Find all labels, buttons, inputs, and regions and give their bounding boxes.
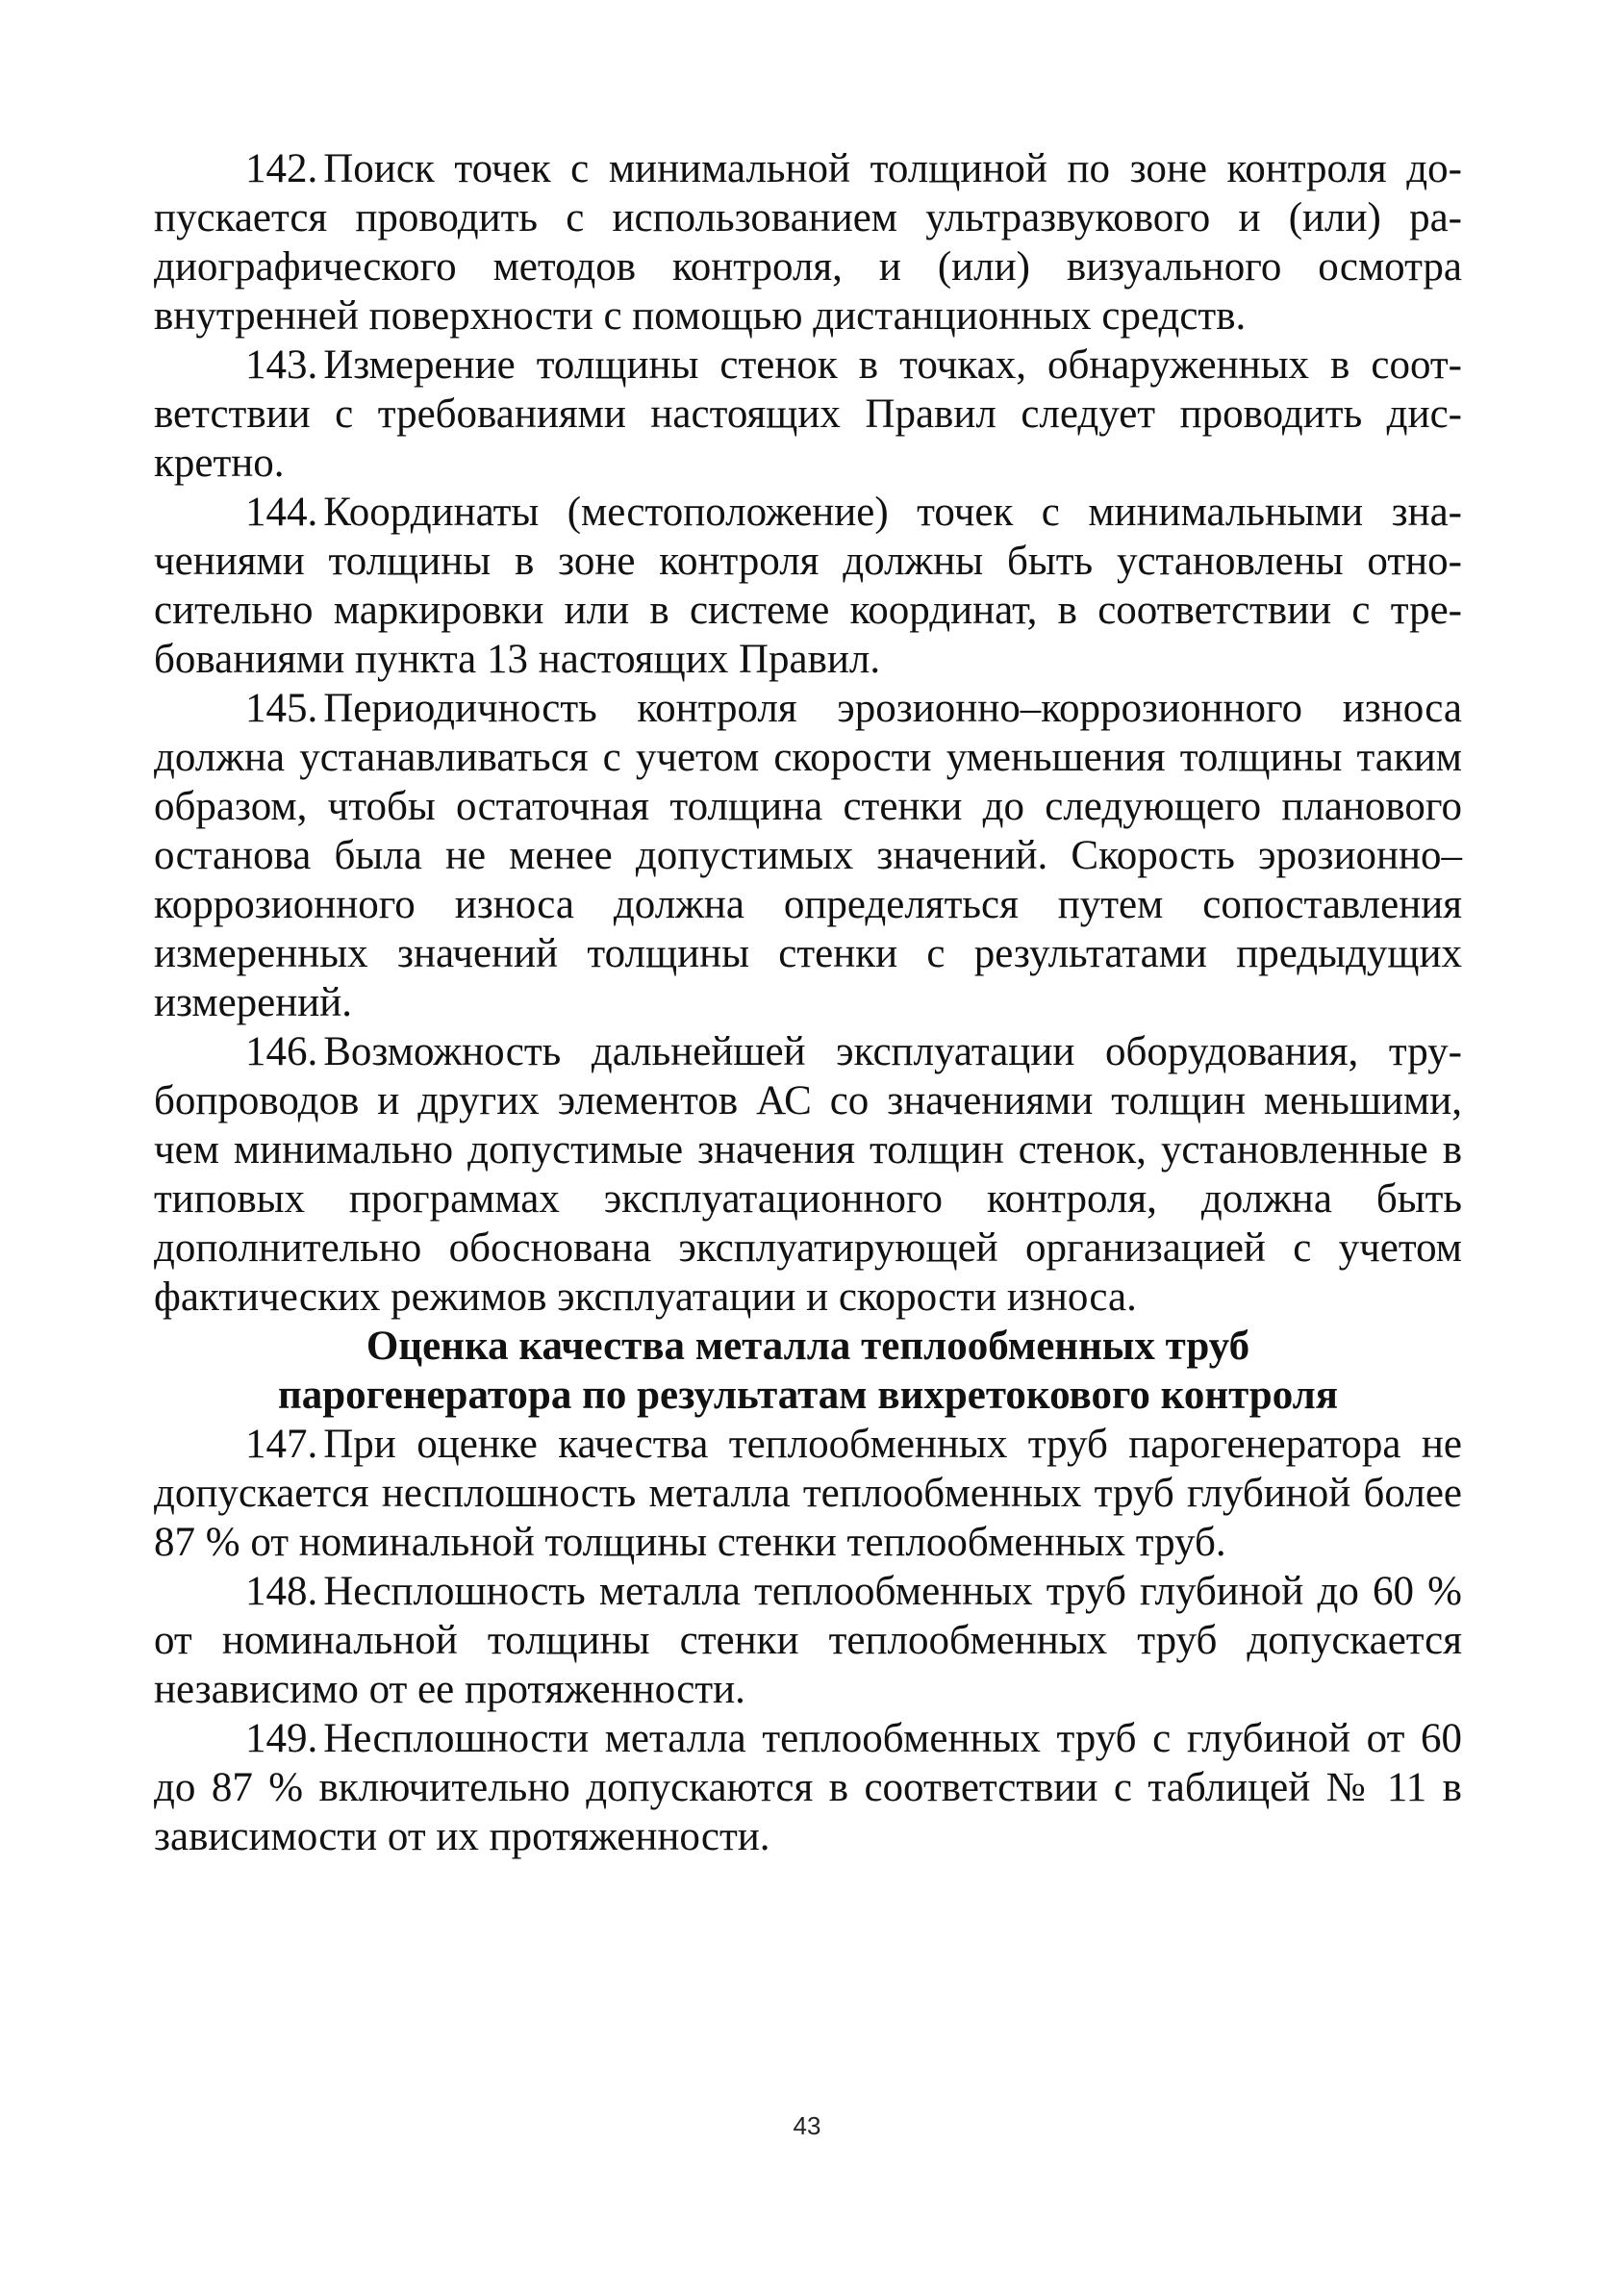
paragraph-number: 149. bbox=[245, 1716, 318, 1761]
paragraph-number: 147. bbox=[245, 1422, 318, 1467]
paragraph-text: При оценке качества теплообменных труб парогенератора не допускается несплошность металла теплообменных труб глубиной более 87 % от номинальной толщины стенки теплообменных труб. bbox=[154, 1422, 1462, 1565]
paragraph-145 bbox=[154, 684, 1462, 1027]
paragraph-number: 146. bbox=[245, 1029, 318, 1074]
paragraph-147 bbox=[154, 1420, 1462, 1567]
paragraph-text: Несплошности металла теплообменных труб с глубиной от 60 до 87 % включительно допускаются в соответствии с таблицей № 11 в зависимости от их протяженности. bbox=[154, 1716, 1462, 1859]
section-heading-line-1: Оценка качества металла теплообменных труб bbox=[366, 1324, 1250, 1369]
paragraph-149 bbox=[154, 1714, 1462, 1861]
document-body bbox=[154, 144, 1462, 1861]
paragraph-text: Измерение толщины стенок в точках, обнаруженных в соответствии с требованиями настоящих Правил следует проводить дискретно. bbox=[154, 342, 1462, 486]
paragraph-number: 144. bbox=[245, 490, 318, 535]
paragraph-text: Несплошность металла теплообменных труб глубиной до 60 % от номинальной толщины стенки теплообменных труб допускается независимо от ее протяженности. bbox=[154, 1569, 1462, 1712]
section-heading-line-2: парогенератора по результатам вихретокового контроля bbox=[277, 1373, 1339, 1418]
paragraph-142 bbox=[154, 144, 1462, 341]
paragraph-143 bbox=[154, 341, 1462, 488]
paragraph-text: Поиск точек с минимальной толщиной по зоне контроля допускается проводить с использованием ультразвукового и (или) радиографического методов контроля, и (или) визуального осмотра внутренней поверхности с помощью дистанционных средств. bbox=[154, 146, 1462, 339]
paragraph-text: Периодичность контроля эрозионно–коррозионного износа должна устанавливаться с учетом скорости уменьшения толщины таким образом, чтобы остаточная толщина стенки до следующего планового останова была не менее допустимых значений. Скорость эрозионно–коррозионного износа должна определяться путем сопоставления измеренных значений толщины стенки с результатами предыдущих измерений. bbox=[154, 686, 1462, 1025]
paragraph-text: Возможность дальнейшей эксплуатации оборудования, трубопроводов и других элементов АС со значениями толщин меньшими, чем минимально допустимые значения толщин стенок, установленные в типовых программах эксплуатационного контроля, должна быть дополнительно обоснована эксплуатирующей организацией с учетом фактических режимов эксплуатации и скорости износа. bbox=[154, 1029, 1462, 1320]
paragraph-148 bbox=[154, 1567, 1462, 1714]
paragraph-number: 148. bbox=[245, 1569, 318, 1614]
paragraph-144 bbox=[154, 488, 1462, 684]
paragraph-number: 142. bbox=[245, 146, 318, 191]
paragraph-text: Координаты (местоположение) точек с минимальными значениями толщины в зоне контроля должны быть установлены относительно маркировки или в системе координат, в соответствии с требованиями пункта 13 настоящих Правил. bbox=[154, 490, 1462, 682]
paragraph-number: 145. bbox=[245, 686, 318, 731]
paragraph-number: 143. bbox=[245, 342, 318, 388]
page-number: 43 bbox=[793, 2111, 821, 2140]
paragraph-146 bbox=[154, 1027, 1462, 1322]
